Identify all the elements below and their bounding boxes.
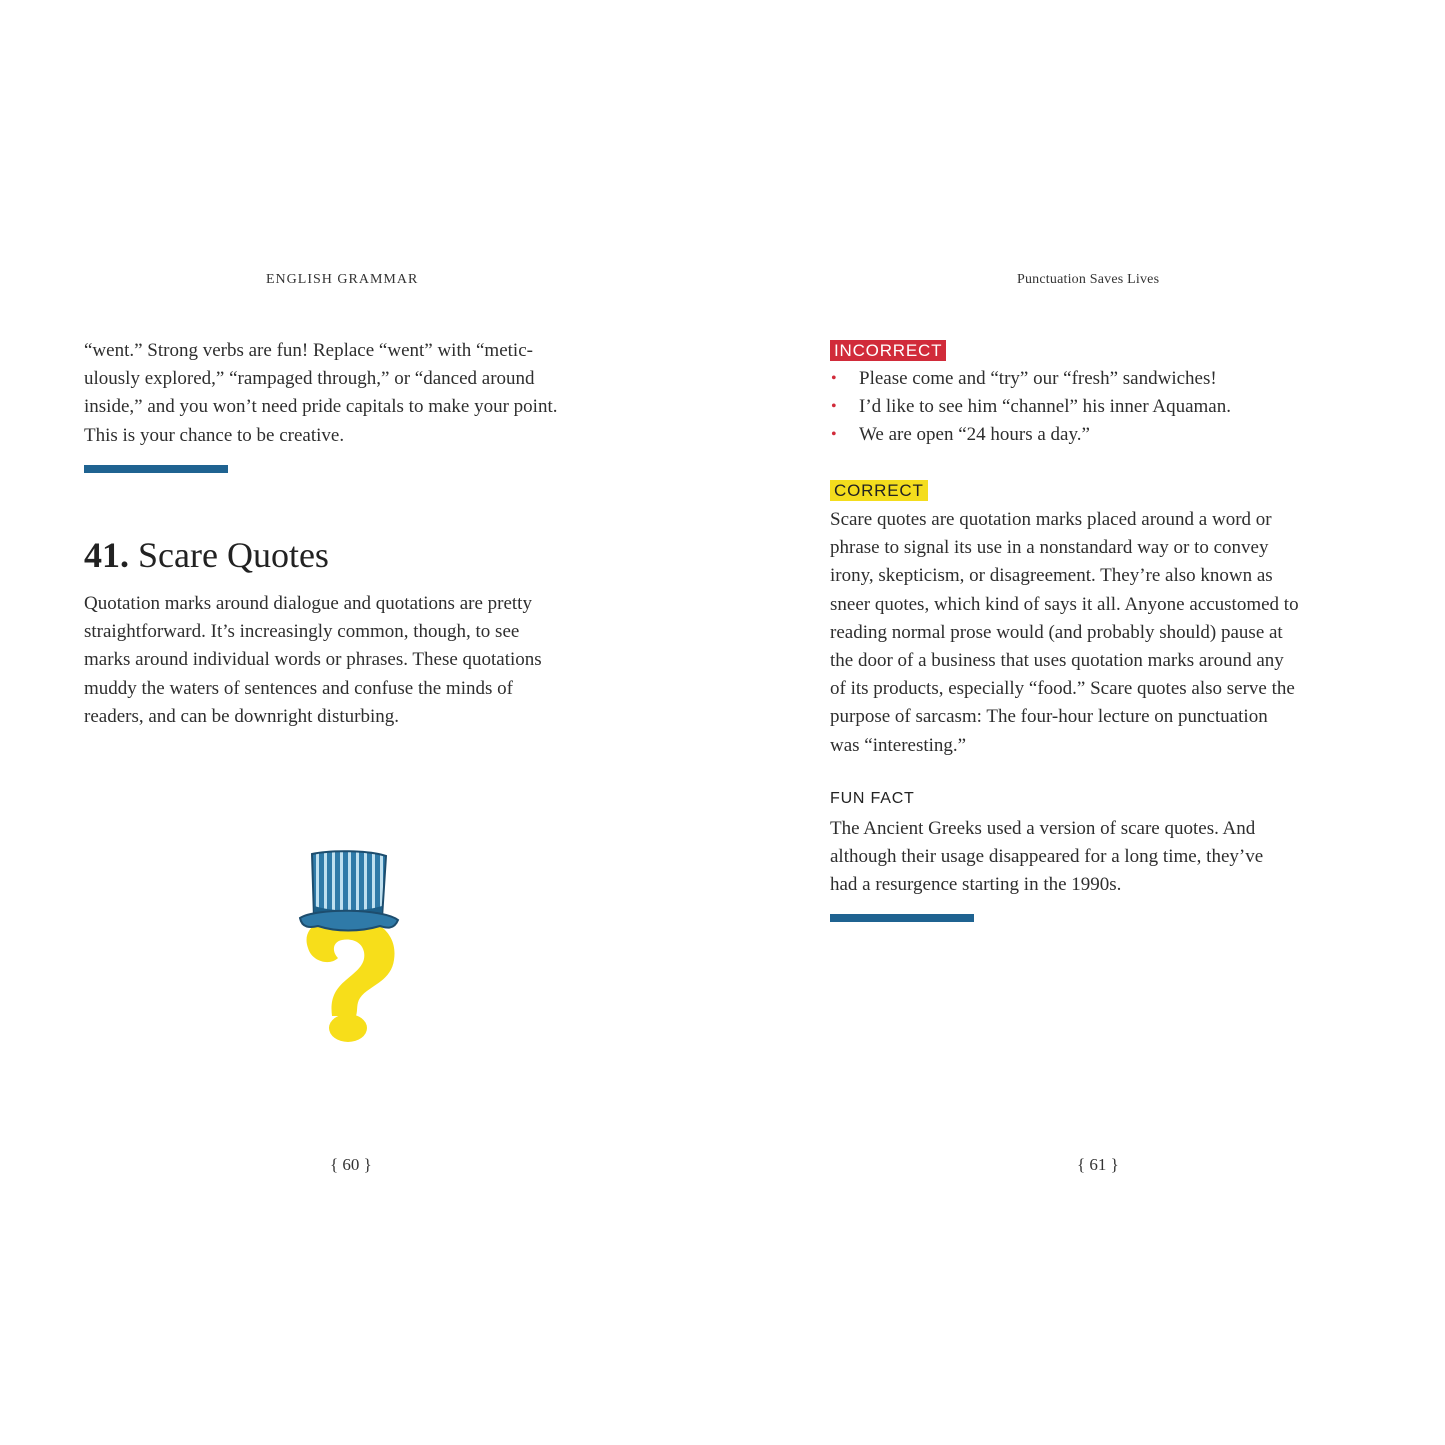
text-line: inside,” and you won’t need pride capitals to make your point. <box>84 396 558 418</box>
correct-paragraph <box>830 506 1390 760</box>
list-item <box>830 393 1231 421</box>
text-line: ulously explored,” “rampaged through,” or “danced around <box>84 368 535 390</box>
text-line: reading normal prose would (and probably should) pause at <box>830 621 1283 643</box>
text-line: although their usage disappeared for a long time, they’ve <box>830 846 1264 868</box>
text-line: Quotation marks around dialogue and quotations are pretty <box>84 593 532 614</box>
text-line: marks around individual words or phrases. These quotations <box>84 649 542 671</box>
top-hat-question-mark-icon <box>296 848 402 1048</box>
continuation-paragraph <box>84 337 644 450</box>
text-line: muddy the waters of sentences and confuse the minds of <box>84 677 513 699</box>
text-line: “went.” Strong verbs are fun! Replace “went” with “metic- <box>84 340 533 361</box>
fun-fact-paragraph <box>830 815 1390 900</box>
text-line: The Ancient Greeks used a version of scare quotes. And <box>830 818 1256 839</box>
incorrect-label: INCORRECT <box>830 340 946 361</box>
list-item <box>830 365 1231 393</box>
text-line: of its products, especially “food.” Scare quotes also serve the <box>830 678 1295 700</box>
text-line: Scare quotes are quotation marks placed around a word or <box>830 509 1272 530</box>
bullet-icon: • <box>831 398 837 416</box>
running-head: Punctuation Saves Lives <box>1017 272 1160 287</box>
intro-paragraph <box>84 590 644 731</box>
text-line: the door of a business that uses quotation marks around any <box>830 650 1284 672</box>
section-divider <box>830 914 974 922</box>
example-text: We are open “24 hours a day.” <box>859 424 1090 446</box>
section-number: 41. <box>84 535 129 575</box>
page-number: { 60 } <box>330 1155 372 1174</box>
left-page <box>0 0 722 1445</box>
text-line: had a resurgence starting in the 1990s. <box>830 874 1122 896</box>
fun-fact-heading: FUN FACT <box>830 790 915 807</box>
incorrect-examples-list <box>830 365 1231 450</box>
example-text: Please come and “try” our “fresh” sandwiches! <box>859 368 1217 389</box>
text-line: irony, skepticism, or disagreement. They’re also known as <box>830 565 1273 587</box>
text-line: purpose of sarcasm: The four-hour lecture on punctuation <box>830 706 1268 728</box>
page-number: { 61 } <box>1077 1155 1119 1174</box>
list-item <box>830 421 1231 449</box>
text-line: phrase to signal its use in a nonstandard way or to convey <box>830 537 1269 559</box>
section-title <box>84 534 329 576</box>
right-page <box>722 0 1445 1445</box>
running-head: ENGLISH GRAMMAR <box>266 272 419 287</box>
bullet-icon: • <box>831 370 837 387</box>
text-line: This is your chance to be creative. <box>84 424 345 446</box>
top-hat-question-mark-illustration <box>296 848 402 1048</box>
text-line: straightforward. It’s increasingly common, though, to see <box>84 621 520 643</box>
text-line: sneer quotes, which kind of says it all. Anyone accustomed to <box>830 593 1299 615</box>
section-heading: Scare Quotes <box>138 535 329 575</box>
section-divider <box>84 465 228 473</box>
text-line: was “interesting.” <box>830 734 967 756</box>
correct-label: CORRECT <box>830 480 928 501</box>
bullet-icon: • <box>831 426 837 444</box>
example-text: I’d like to see him “channel” his inner Aquaman. <box>859 396 1231 418</box>
text-line: readers, and can be downright disturbing. <box>84 705 399 727</box>
